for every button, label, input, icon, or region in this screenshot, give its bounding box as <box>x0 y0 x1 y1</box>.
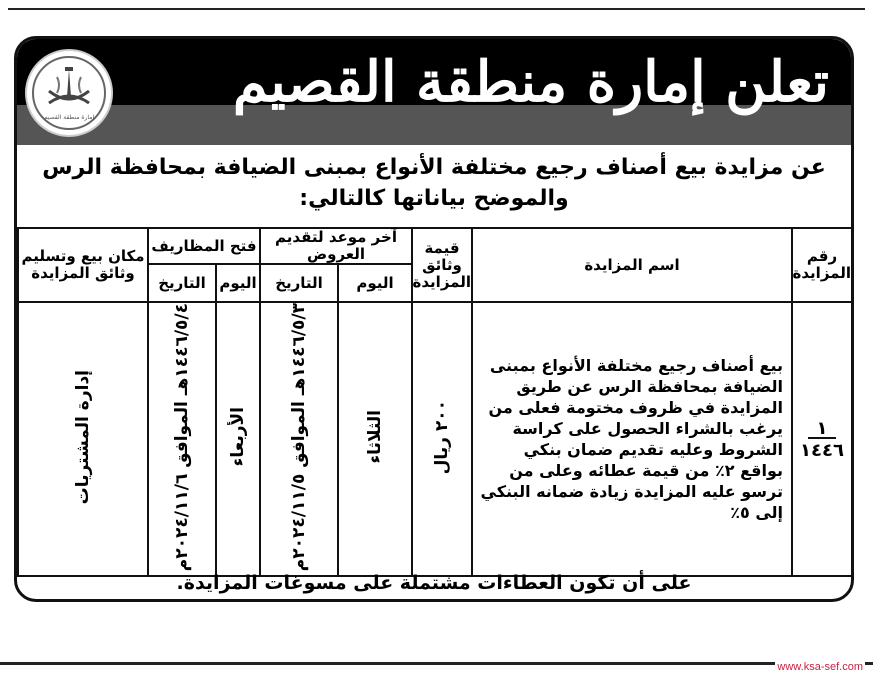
header-opening: فتح المظاريف <box>148 228 260 264</box>
cell-docs-value <box>412 302 472 576</box>
header-deadline-date: التاريخ <box>260 264 338 302</box>
auction-number-year: ١٤٤٦ <box>800 439 844 461</box>
header-auction-name: اسم المزايدة <box>472 228 792 302</box>
deadline-date-text: ١٤٤٦/٥/٣هـ الموافق ٢٠٢٤/١١/٥م <box>289 303 309 572</box>
header-docs-value: قيمة وثائق المزايدة <box>412 228 472 302</box>
watermark: www.ksa-sef.com <box>777 661 863 673</box>
header-place: مكان بيع وتسليم وثائق المزايدة <box>18 228 148 302</box>
bottom-rule <box>0 662 873 665</box>
auction-number-index: ١ <box>808 420 836 439</box>
auction-table <box>17 227 853 577</box>
subtitle <box>23 152 845 214</box>
header-banner <box>17 39 851 145</box>
subtitle-line-2: والموضح بياناتها كالتالي: <box>299 186 569 211</box>
cell-deadline-day <box>338 302 412 576</box>
cell-auction-name: بيع أصناف رجيع مختلفة الأنواع بمبنى الضيافة بمحافظة الرس عن طريق المزايدة في ظروف مختومة فعلى من يرغب بالشراء الحصول على كراسة الشروط وعليه تقديم ضمان بنكي بواقع ٢٪ من قيمة عطائه وعلى من ترسو عليه المزايدة زيادة ضمانه البنكي إلى ٥٪ <box>472 302 792 576</box>
deadline-day-text: الثلاثاء <box>365 410 385 464</box>
page-title: تعلن إمارة منطقة القصيم <box>232 49 829 115</box>
opening-day-text: الأربعاء <box>228 407 248 467</box>
cell-opening-day <box>216 302 260 576</box>
opening-date-text: ١٤٤٦/٥/٤هـ الموافق ٢٠٢٤/١١/٦م <box>172 303 192 572</box>
header-opening-day: اليوم <box>216 264 260 302</box>
header-deadline: آخر موعد لتقديم العروض <box>260 228 412 264</box>
saudi-emblem-icon <box>25 49 113 137</box>
top-rule <box>8 8 865 10</box>
emblem-caption: إمارة منطقة القصيم <box>43 114 95 121</box>
cell-deadline-date <box>260 302 338 576</box>
cell-auction-number <box>792 302 852 576</box>
header-opening-date: التاريخ <box>148 264 216 302</box>
header-deadline-day: اليوم <box>338 264 412 302</box>
subtitle-line-1: عن مزايدة بيع أصناف رجيع مختلفة الأنواع بمبنى الضيافة بمحافظة الرس <box>42 155 826 180</box>
place-text: إدارة المشتريات <box>73 369 93 505</box>
docs-value-text: ٢٠٠ ريال <box>432 399 452 475</box>
cell-opening-date <box>148 302 216 576</box>
announcement-frame <box>14 36 854 602</box>
header-auction-number: رقم المزايدة <box>792 228 852 302</box>
cell-place <box>18 302 148 576</box>
footer-note: على أن تكون العطاءات مشتملة على مسوغات المزايدة. <box>176 572 692 594</box>
